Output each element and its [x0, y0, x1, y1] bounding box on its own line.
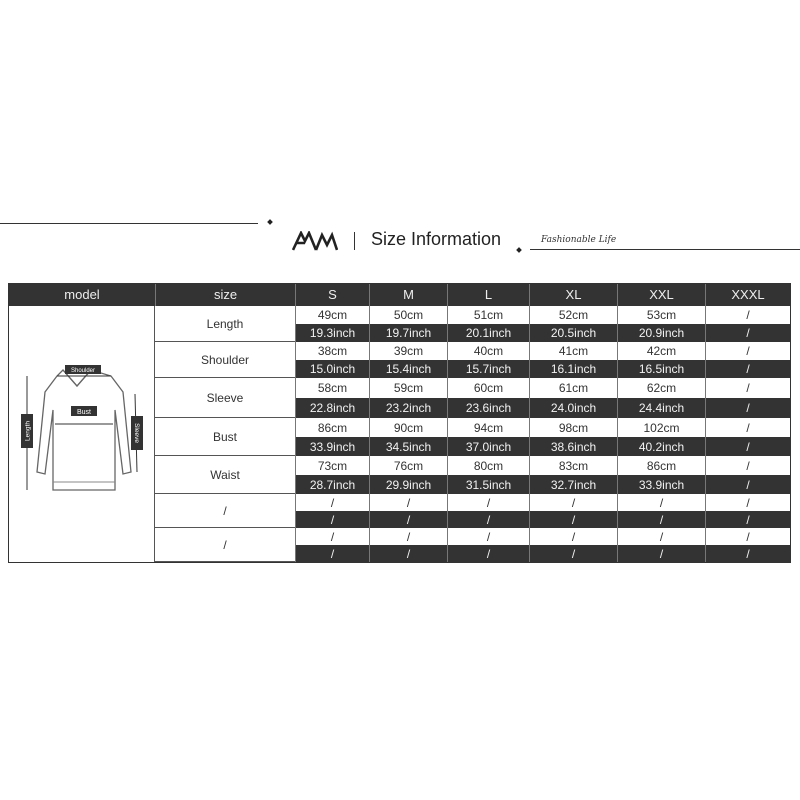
cell-value: 50cm	[393, 308, 424, 322]
table-cell	[295, 360, 369, 378]
table-cell	[447, 545, 529, 562]
table-cell	[369, 342, 447, 360]
header-rule-left	[0, 223, 258, 224]
table-cell	[295, 306, 369, 324]
cell-value: 90cm	[393, 420, 424, 435]
cell-value: 31.5inch	[465, 477, 512, 492]
table-cell	[529, 494, 617, 511]
cell-value: 86cm	[646, 458, 677, 473]
cell-value: 94cm	[473, 420, 504, 435]
cell-value: 15.4inch	[385, 362, 432, 376]
row-label	[155, 456, 295, 494]
table-cell	[447, 418, 529, 437]
table-cell	[617, 360, 705, 378]
column-header-xl: XL	[529, 284, 617, 306]
table-cell	[529, 456, 617, 475]
cell-value: /	[746, 529, 750, 544]
table-row-cm	[295, 418, 790, 437]
brand-logo	[292, 231, 338, 251]
row-label-text: Sleeve	[206, 390, 244, 405]
table-cell	[295, 342, 369, 360]
column-header-size: size	[155, 284, 295, 306]
table-row-cm	[295, 494, 790, 511]
table-cell	[447, 456, 529, 475]
table-cell	[369, 494, 447, 511]
table-cell	[369, 437, 447, 456]
cell-value: 62cm	[646, 381, 677, 395]
cell-value: /	[746, 477, 750, 492]
cell-value: 59cm	[393, 381, 424, 395]
page-title: Size Information	[371, 229, 502, 249]
length-label: Length	[24, 421, 32, 441]
table-cell	[529, 342, 617, 360]
cell-value: 83cm	[558, 458, 589, 473]
table-cell	[617, 511, 705, 528]
tagline: Fashionable Life	[541, 235, 617, 245]
table-cell	[705, 528, 790, 545]
cell-value: 28.7inch	[309, 477, 356, 492]
table-cell	[447, 378, 529, 398]
table-cell	[617, 418, 705, 437]
table-cell	[369, 360, 447, 378]
cell-value: /	[406, 546, 411, 561]
table-cell	[705, 545, 790, 562]
header-diamond-right	[516, 247, 522, 253]
cell-value: 23.2inch	[385, 401, 432, 415]
table-cell	[529, 398, 617, 418]
column-header-s: S	[295, 284, 369, 306]
table-cell	[705, 418, 790, 437]
cell-value: /	[330, 512, 335, 527]
sweater-diagram	[19, 362, 149, 512]
table-cell	[369, 475, 447, 494]
row-label	[155, 306, 295, 342]
row-labels	[155, 306, 295, 562]
cell-value: /	[659, 546, 664, 561]
cell-value: 40cm	[473, 344, 504, 358]
cell-value: 61cm	[558, 381, 589, 395]
table-cell	[705, 494, 790, 511]
table-cell	[617, 398, 705, 418]
table-cell	[369, 528, 447, 545]
cell-value: 41cm	[558, 344, 589, 358]
table-cell	[447, 342, 529, 360]
cell-value: 20.9inch	[638, 326, 685, 340]
header-diamond-left	[267, 219, 273, 225]
table-cell	[617, 378, 705, 398]
row-label-text: /	[223, 503, 227, 518]
table-cell	[529, 475, 617, 494]
header-separator	[354, 232, 355, 250]
table-row-inch	[295, 360, 790, 378]
table-cell	[617, 306, 705, 324]
row-label	[155, 378, 295, 418]
cell-value: /	[746, 326, 750, 340]
table-cell	[529, 360, 617, 378]
table-cell	[447, 475, 529, 494]
cell-value: 40.2inch	[638, 439, 685, 454]
table-cell	[447, 494, 529, 511]
cell-value: 86cm	[317, 420, 348, 435]
cell-value: /	[746, 344, 750, 358]
model-diagram-cell	[9, 306, 155, 562]
cell-value: 29.9inch	[385, 477, 432, 492]
table-cell	[529, 418, 617, 437]
table-row-cm	[295, 528, 790, 545]
measurement-grid	[295, 306, 790, 562]
column-header-xxl: XXL	[617, 284, 705, 306]
cell-value: /	[659, 512, 664, 527]
table-cell	[369, 511, 447, 528]
cell-value: 38cm	[317, 344, 348, 358]
row-label-text: Shoulder	[200, 352, 250, 367]
cell-value: 73cm	[317, 458, 348, 473]
cell-value: /	[746, 381, 750, 395]
table-cell	[369, 418, 447, 437]
table-cell	[705, 398, 790, 418]
row-label	[155, 494, 295, 528]
cell-value: /	[406, 529, 411, 544]
cell-value: /	[746, 512, 750, 527]
table-cell	[369, 378, 447, 398]
cell-value: 102cm	[643, 420, 680, 435]
row-label-text: Length	[206, 316, 244, 331]
table-cell	[529, 511, 617, 528]
table-row-cm	[295, 378, 790, 398]
table-cell	[705, 437, 790, 456]
cell-value: /	[571, 495, 576, 510]
table-row-cm	[295, 456, 790, 475]
cell-value: 15.7inch	[465, 362, 512, 376]
cell-value: 16.1inch	[550, 362, 597, 376]
table-cell	[295, 437, 369, 456]
cell-value: 49cm	[317, 308, 348, 322]
column-header-model: model	[64, 287, 100, 302]
table-cell	[705, 475, 790, 494]
cell-value: /	[746, 420, 750, 435]
table-cell	[705, 360, 790, 378]
cell-value: 38.6inch	[550, 439, 597, 454]
row-label-text: Bust	[212, 429, 237, 444]
cell-value: 19.3inch	[309, 326, 356, 340]
cell-value: 37.0inch	[465, 439, 512, 454]
table-cell	[295, 456, 369, 475]
table-cell	[447, 324, 529, 342]
cell-value: /	[486, 546, 491, 561]
cell-value: 16.5inch	[638, 362, 685, 376]
table-cell	[705, 324, 790, 342]
table-cell	[369, 456, 447, 475]
table-cell	[295, 494, 369, 511]
cell-value: /	[571, 546, 576, 561]
table-row-inch	[295, 324, 790, 342]
cell-value: 51cm	[473, 308, 504, 322]
table-cell	[447, 398, 529, 418]
table-cell	[617, 528, 705, 545]
cell-value: /	[406, 495, 411, 510]
column-header-xxxl: XXXL	[705, 284, 790, 306]
table-row-inch	[295, 511, 790, 528]
cell-value: /	[486, 495, 491, 510]
table-cell	[705, 378, 790, 398]
cell-value: 24.4inch	[638, 401, 685, 415]
table-cell	[529, 378, 617, 398]
cell-value: /	[486, 529, 491, 544]
table-row-cm	[295, 306, 790, 324]
table-cell	[617, 545, 705, 562]
cell-value: 53cm	[646, 308, 677, 322]
table-cell	[295, 528, 369, 545]
cell-value: /	[746, 546, 750, 561]
table-cell	[529, 324, 617, 342]
cell-value: /	[659, 495, 664, 510]
sleeve-label: Sleeve	[133, 423, 140, 443]
table-cell	[617, 475, 705, 494]
row-label	[155, 528, 295, 562]
table-cell	[295, 475, 369, 494]
table-cell	[295, 418, 369, 437]
cell-value: 80cm	[473, 458, 504, 473]
cell-value: /	[746, 308, 750, 322]
table-cell	[447, 528, 529, 545]
row-label	[155, 342, 295, 378]
cell-value: /	[746, 439, 750, 454]
cell-value: /	[571, 512, 576, 527]
cell-value: /	[659, 529, 664, 544]
bust-label: Bust	[76, 409, 92, 416]
cell-value: /	[746, 362, 750, 376]
cell-value: /	[330, 546, 335, 561]
table-cell	[617, 494, 705, 511]
cell-value: /	[330, 495, 335, 510]
row-label	[155, 418, 295, 456]
cell-value: 24.0inch	[550, 401, 597, 415]
header-rule-right	[530, 249, 800, 250]
table-cell	[529, 437, 617, 456]
table-cell	[369, 324, 447, 342]
cell-value: 20.1inch	[465, 326, 512, 340]
cell-value: /	[746, 495, 750, 510]
table-cell	[295, 378, 369, 398]
table-cell	[529, 545, 617, 562]
cell-value: 32.7inch	[550, 477, 597, 492]
table-cell	[617, 324, 705, 342]
cell-value: 15.0inch	[309, 362, 356, 376]
table-cell	[447, 437, 529, 456]
cell-value: 22.8inch	[309, 401, 356, 415]
row-label-text: /	[223, 537, 227, 552]
table-cell	[705, 306, 790, 324]
table-row-inch	[295, 545, 790, 562]
table-cell	[705, 511, 790, 528]
table-cell	[705, 456, 790, 475]
cell-value: 58cm	[317, 381, 348, 395]
table-row-inch	[295, 398, 790, 418]
cell-value: /	[330, 529, 335, 544]
table-cell	[369, 545, 447, 562]
table-cell	[295, 398, 369, 418]
column-header-m: M	[369, 284, 447, 306]
table-header	[9, 284, 790, 306]
cell-value: 33.9inch	[309, 439, 356, 454]
size-table	[8, 283, 791, 563]
cell-value: 60cm	[473, 381, 504, 395]
table-cell	[447, 511, 529, 528]
table-cell	[617, 437, 705, 456]
cell-value: 42cm	[646, 344, 677, 358]
cell-value: 52cm	[558, 308, 589, 322]
table-cell	[529, 528, 617, 545]
table-row-inch	[295, 475, 790, 494]
table-cell	[705, 342, 790, 360]
cell-value: /	[486, 512, 491, 527]
table-cell	[369, 398, 447, 418]
cell-value: /	[746, 458, 750, 473]
table-cell	[617, 456, 705, 475]
table-cell	[295, 511, 369, 528]
cell-value: 34.5inch	[385, 439, 432, 454]
cell-value: 19.7inch	[385, 326, 432, 340]
table-cell	[295, 324, 369, 342]
table-cell	[529, 306, 617, 324]
cell-value: 39cm	[393, 344, 424, 358]
cell-value: /	[406, 512, 411, 527]
cell-value: /	[571, 529, 576, 544]
table-row-cm	[295, 342, 790, 360]
table-cell	[369, 306, 447, 324]
cell-value: /	[746, 401, 750, 415]
table-cell	[617, 342, 705, 360]
table-cell	[447, 306, 529, 324]
cell-value: 98cm	[558, 420, 589, 435]
column-header-l: L	[447, 284, 529, 306]
row-label-text: Waist	[210, 467, 240, 482]
table-cell	[447, 360, 529, 378]
shoulder-label: Shoulder	[70, 368, 96, 374]
cell-value: 76cm	[393, 458, 424, 473]
table-row-inch	[295, 437, 790, 456]
cell-value: 20.5inch	[550, 326, 597, 340]
cell-value: 23.6inch	[465, 401, 512, 415]
cell-value: 33.9inch	[638, 477, 685, 492]
table-cell	[295, 545, 369, 562]
